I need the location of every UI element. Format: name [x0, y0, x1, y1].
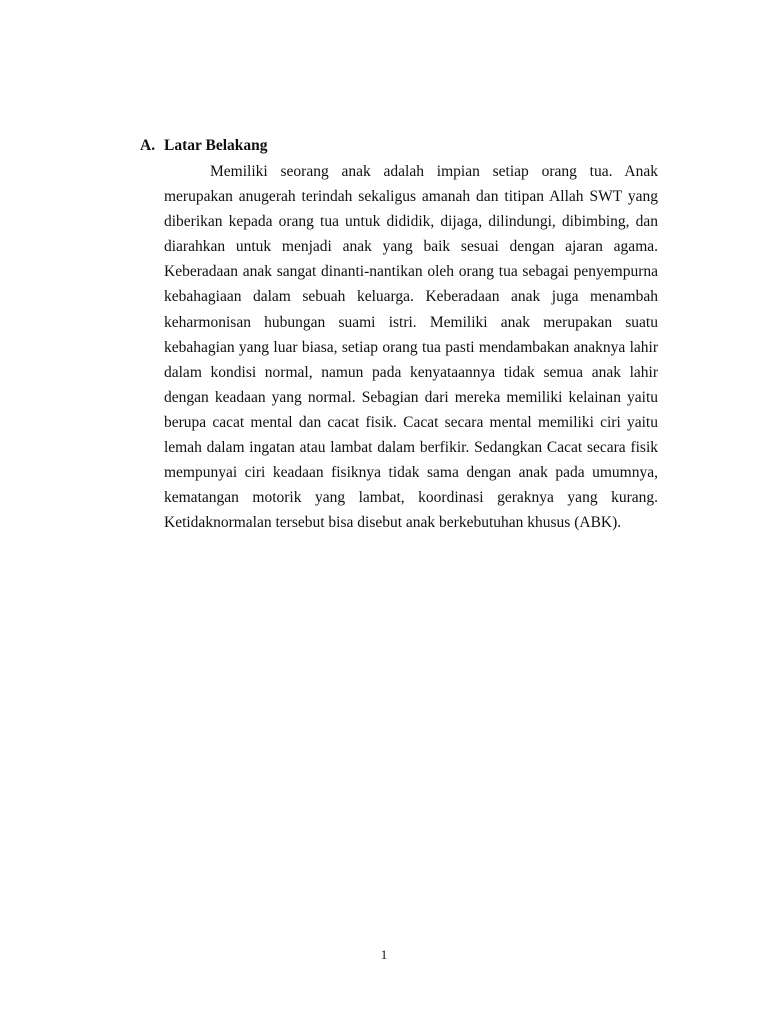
section-title: Latar Belakang [164, 137, 268, 154]
section-marker: A. [140, 137, 156, 154]
page-number: 1 [380, 947, 388, 962]
section-heading [140, 136, 268, 156]
body-paragraph: Memiliki seorang anak adalah impian setiap orang tua. Anak merupakan anugerah terindah sekaligus amanah dan titipan Allah SWT yang diberikan kepada orang tua untuk dididik, dijaga, dilindungi, dibimbing, dan diarahkan untuk menjadi anak yang baik sesuai dengan ajaran agama. Keberadaan anak sangat dinanti-nantikan oleh orang tua sebagai penyempurna kebahagiaan dalam sebuah keluarga. Keberadaan anak juga menambah keharmonisan hubungan suami istri. Memiliki anak merupakan suatu kebahagian yang luar biasa, setiap orang tua pasti mendambakan anaknya lahir dalam kondisi normal, namun pada kenyataannya tidak semua anak lahir dengan keadaan yang normal. Sebagian dari mereka memiliki kelainan yaitu berupa cacat mental dan cacat fisik. Cacat secara mental memiliki ciri yaitu lemah dalam ingatan atau lambat dalam berfikir. Sedangkan Cacat secara fisik mempunyai ciri keadaan fisiknya tidak sama dengan anak pada umumnya, kematangan motorik yang lambat, koordinasi geraknya yang kurang. Ketidaknormalan tersebut bisa disebut anak berkebutuhan khusus (ABK). [164, 163, 658, 532]
